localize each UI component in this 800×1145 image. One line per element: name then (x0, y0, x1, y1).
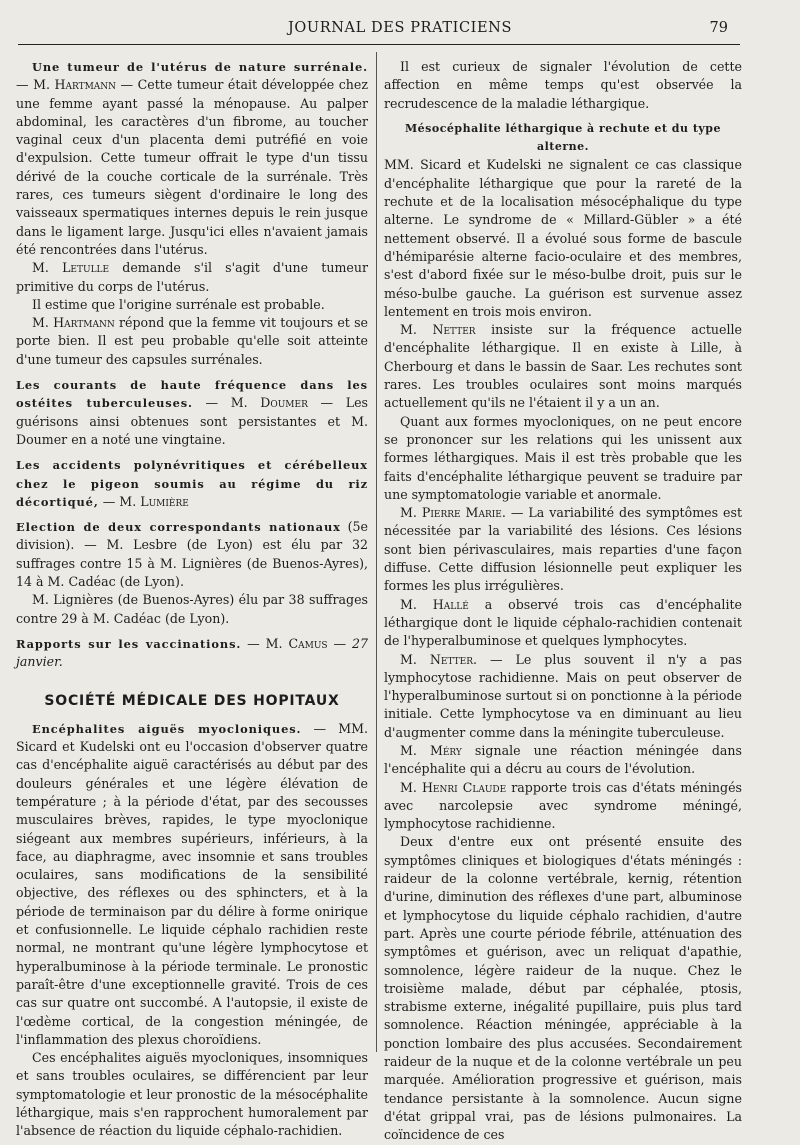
running-title: JOURNAL DES PRATICIENS (288, 20, 512, 36)
author-name: Méry (429, 742, 462, 758)
paragraph: M. Pierre Marie. — La variabilité des symptômes est nécessitée par la variabilité des lésions. Ces lésions sont bien périvasculaires, mais reparties d'une façon diffuse. Cette diffusion lésionnelle peut expliquer les formes les plus irrégulières. (384, 505, 743, 594)
paragraph-date: 27 janvier. (16, 635, 368, 670)
paragraph (16, 1049, 368, 1140)
paragraph (384, 58, 742, 113)
paragraph-text: a observé trois cas d'encéphalite léthargique dont le liquide céphalo-rachidien contenait de l'hyperalbuminose et quelques lymphocytes. (384, 596, 742, 649)
author-name: Camus (288, 635, 328, 651)
paragraph-text: (5e division). — M. Lesbre (de Lyon) est élu par 32 suffrages contre 15 à M. Lignières (de Buenos-Ayres), 14 à M. Cadéac (de Lyon). (16, 519, 368, 590)
left-column (16, 58, 368, 1141)
paragraph-text: Quant aux formes myocloniques, on ne peut encore se prononcer sur les relations qui les unissent aux formes léthargiques. Mais il est très probable que les faits d'encéphalite léthargique peuvent se traduire par une symptomatologie variable et anormale. (384, 413, 742, 502)
paragraph-text: signale une réaction méningée dans l'encéphalite qui a décru au cours de l'évolution. (384, 742, 742, 777)
paragraph-text: Deux d'entre eux ont présenté ensuite des symptômes cliniques et biologiques d'états méningés : raideur de la colonne vertébrale, kernig, rétention d'urine, diminution des réflexes d'une part, albuminose et lymphocytose du liquide céphalo rachidien, d'autre part. Après une courte période fébrile, atténuation des symptômes et guérison, avec un reliquat d'apathie, somnolence, légère raideur de la nuque. Chez le troisième malade, début par céphalée, ptosis, strabisme externe, inégalité pupillaire, puis plus tard somnolence. Réaction méningée, appréciable à la ponction lombaire des plus accusées. Secondairement raideur de la nuque et de la colonne vertébrale un peu marquée. Amélioration progressive et guérison, mais tendance persistante à la somnolence. Aucun signe d'état grippal vrai, pas de lésions pulmonaires. La coïncidence de ces (384, 834, 742, 1143)
section-title: SOCIÉTÉ MÉDICALE DES HOPITAUX (44, 692, 340, 709)
paragraph-text: demande s'il s'agit d'une tumeur primitive du corps de l'utérus. (16, 260, 368, 294)
paragraph (16, 518, 368, 591)
paragraph-text: M. Lignières (de Buenos-Ayres) élu par 38 suffrages contre 29 à M. Cadéac (de Lyon). (16, 592, 368, 626)
paragraph (384, 413, 742, 504)
paragraph: M. Méry signale une réaction méningée dans l'encéphalite qui a décru au cours de l'évolution. (384, 742, 742, 777)
paragraph: M. Letulle demande s'il s'agit d'une tumeur primitive du corps de l'utérus. (16, 260, 368, 294)
author-name: Netter. (429, 651, 477, 667)
right-column (384, 58, 742, 1145)
paragraph-text: Il est curieux de signaler l'évolution de cette affection en même temps qu'est observée la recrudescence de la maladie léthargique. (384, 59, 742, 111)
paragraph-text: — MM. Sicard et Kudelski ont eu l'occasion d'observer quatre cas d'encéphalite aiguë caractérisés au début par des douleurs générales et une légère élévation de température ; à la période d'état, par des secousses musculaires brèves, rapides, le type myoclonique siégeant aux membres supérieurs, inférieurs, à la face, au diaphragme, avec insomnie et sans troubles oculaires, sans modifications de la sensibilité objective, des réflexes ou des sphincters, et à la période de terminaison par du délire à forme onirique et confusionnelle. Le liquide céphalo rachidien reste normal, ne montrant qu'une légère lymphocytose et hyperalbuminose à la période terminale. Le pronostic paraît-être d'une exceptionnelle gravité. Trois de ces cas sur quatre ont succombé. A l'autopsie, il existe de l'œdème cortical, de la congestion méningée, de l'inflammation des plexus choroïdiens. (16, 720, 369, 1047)
paragraph-text: insiste sur la fréquence actuelle d'encéphalite léthargique. Il en existe à Lille, à Cherbourg et dans le bassin de Saar. Les rechutes sont rares. Les troubles oculaires sont moins marqués actuellement qu'ils ne l'étaient il y a un an. (384, 322, 742, 411)
paragraph (16, 591, 368, 628)
page-number: 79 (709, 20, 728, 36)
paragraph: Les courants de haute fréquence dans les ostéites tuberculeuses. — M. Doumer — Les guérisons ainsi obtenues sont persistantes et M. Doumer en a noté une vingtaine. (16, 378, 368, 447)
paragraph (384, 833, 742, 1144)
author-name: Netter (432, 322, 476, 338)
paragraph-heading: Une tumeur de l'utérus de nature surrénale. (32, 60, 368, 74)
author-name: Doumer (260, 395, 308, 411)
paragraph (384, 156, 742, 321)
column-divider (376, 52, 377, 1052)
paragraph-heading: Election de deux correspondants nationaux (16, 520, 341, 535)
header-rule (18, 44, 740, 45)
paragraph (16, 296, 368, 314)
paragraph-text: — Les guérisons ainsi obtenues sont persistantes et M. Doumer en a noté une vingtaine. (16, 395, 368, 447)
author-name: Hallé (432, 596, 469, 612)
paragraph: M. Hallé a observé trois cas d'encéphalite léthargique dont le liquide céphalo-rachidien contenait de l'hyperalbuminose et quelques lymphocytes. (384, 596, 742, 649)
paragraph-text: rapporte trois cas d'états méningés avec narcolepsie avec syndrome méningé, lymphocytose rachidienne. (384, 779, 742, 832)
author-name: Henri Claude (421, 779, 507, 795)
author-name: Lumière (140, 493, 189, 509)
paragraph-text: répond que la femme vit toujours et se porte bien. Il est peu probable qu'elle soit atteinte d'une tumeur des capsules surrénales. (16, 315, 368, 367)
author-name: Hartmann (53, 315, 115, 331)
paragraph: M. Netter. — Le plus souvent il n'y a pas lymphocytose rachidienne. Mais on peut observer de l'hyperalbuminose surtout si on ponctionne à la période initiale. Cette lymphocytose va en diminuant au lieu d'augmenter comme dans la méningite tuberculeuse. (384, 651, 742, 740)
paragraph: M. Hartmann répond que la femme vit toujours et se porte bien. Il est peu probable qu'elle soit atteinte d'une tumeur des capsules surrénales. (16, 315, 368, 367)
author-name: Pierre Marie. (421, 505, 506, 521)
paragraph: Les accidents polynévritiques et cérébelleux chez le pigeon soumis au régime du riz décortiqué, — M. Lumière (16, 458, 368, 509)
paragraph-heading: Les courants de haute fréquence dans les ostéites tuberculeuses. (16, 378, 368, 411)
paragraph (16, 720, 368, 1049)
paragraph-text: Ces encéphalites aiguës myocloniques, insomniques et sans troubles oculaires, se différencient par leur symptomatologie et leur pronostic de la mésocéphalite léthargique, mais s'en rapprochent humoralement par l'absence de réaction du liquide céphalo-rachidien. (16, 1050, 368, 1139)
paragraph-text: — Le plus souvent il n'y a pas lymphocytose rachidienne. Mais on peut observer de l'hyperalbuminose surtout si on ponctionne à la période initiale. Cette lymphocytose va en diminuant au lieu d'augmenter comme dans la méningite tuberculeuse. (384, 651, 742, 740)
paragraph-text: — La variabilité des symptômes est nécessitée par la variabilité des lésions. Ces lésions sont bien périvasculaires, mais reparties d'une façon diffuse. Cette diffusion lésionnelle peut expliquer les formes les plus irrégulières. (384, 505, 743, 594)
page-header (0, 14, 800, 44)
paragraph-text: — Cette tumeur était développée chez une femme ayant passé la ménopause. Au palper abdominal, les caractères d'un fibrome, au toucher vaginal ceux d'un placenta demi putréfié en voie d'expulsion. Cette tumeur offrait le type d'un tissu dérivé de la couche corticale de la surrénale. Très rares, ces tumeurs siègent d'ordinaire le long des vaisseaux spermatiques internes depuis le rein jusque dans le ligament large. Jusqu'ici elles n'avaient jamais été rencontrées dans l'utérus. (16, 77, 368, 257)
author-name: Letulle (62, 260, 110, 276)
paragraph-heading: Rapports sur les vaccinations. (16, 636, 242, 651)
paragraph: Rapports sur les vaccinations. — M. Camus — 27 janvier. (16, 635, 368, 670)
paragraph: M. Netter insiste sur la fréquence actuelle d'encéphalite léthargique. Il en existe à Lille, à Cherbourg et dans le bassin de Saar. Les rechutes sont rares. Les troubles oculaires sont moins marqués actuellement qu'ils ne l'étaient il y a un an. (384, 322, 742, 411)
paragraph: M. Henri Claude rapporte trois cas d'états méningés avec narcolepsie avec syndrome méningé, lymphocytose rachidienne. (384, 779, 742, 832)
paragraph-heading: Les accidents polynévritiques et cérébelleux chez le pigeon soumis au régime du riz décortiqué, (16, 458, 368, 509)
paragraph: Une tumeur de l'utérus de nature surrénale. — M. Hartmann — Cette tumeur était développée chez une femme ayant passé la ménopause. Au palper abdominal, les caractères d'un fibrome, au toucher vaginal ceux d'un placenta demi putréfié en voie d'expulsion. Cette tumeur offrait le type d'un tissu dérivé de la couche corticale de la surrénale. Très rares, ces tumeurs siègent d'ordinaire le long des vaisseaux spermatiques internes depuis le rein jusque dans le ligament large. Jusqu'ici elles n'avaient jamais été rencontrées dans l'utérus. (16, 60, 368, 257)
paragraph-text: MM. Sicard et Kudelski ne signalent ce cas classique d'encéphalite léthargique que pour la rareté de la rechute et de la localisation mésocéphalique du type alterne. Le syndrome de « Millard-Gübler » a été nettement observé. Il a évolué sous forme de bascule d'hémiparésie alterne facio-oculaire et des membres, s'est d'abord fixée sur le méso-bulbe droit, puis sur le méso-bulbe gauche. La guérison est survenue assez lentement en trois mois environ. (384, 157, 742, 319)
author-name: Hartmann (54, 77, 117, 93)
paragraph-heading: Encéphalites aiguës myocloniques. (32, 721, 302, 736)
paragraph-heading: Mésocéphalite léthargique à rechute et du type alterne. (405, 121, 721, 154)
paragraph-text: Il estime que l'origine surrénale est probable. (32, 296, 325, 312)
